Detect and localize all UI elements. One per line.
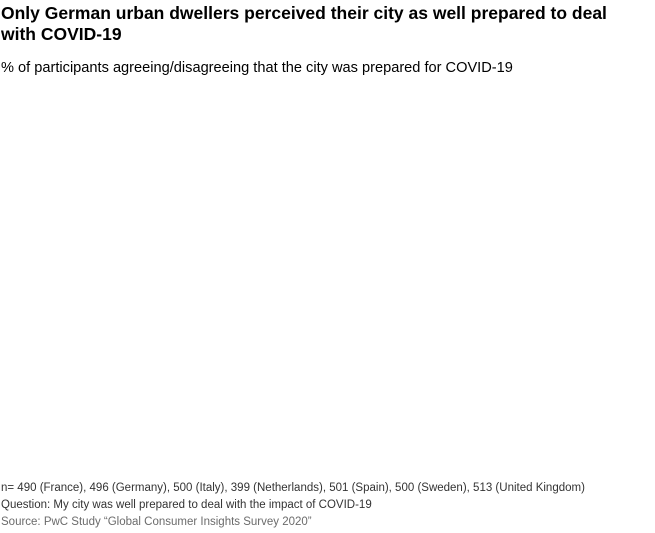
source-note: Source: PwC Study “Global Consumer Insights Survey 2020” xyxy=(1,516,312,528)
sample-size-note: n= 490 (France), 496 (Germany), 500 (Italy), 399 (Netherlands), 501 (Spain), 500 (Sweden), 513 (United Kingdom) xyxy=(1,482,585,494)
question-note: Question: My city was well prepared to deal with the impact of COVID-19 xyxy=(1,499,372,511)
chart-subtitle: % of participants agreeing/disagreeing that the city was prepared for COVID-19 xyxy=(1,60,513,76)
chart-footer xyxy=(1,480,651,531)
chart-title: Only German urban dwellers perceived their city as well prepared to deal with COVID-19 xyxy=(1,3,607,44)
chart-plot-area xyxy=(0,88,655,478)
chart-svg xyxy=(0,88,655,478)
